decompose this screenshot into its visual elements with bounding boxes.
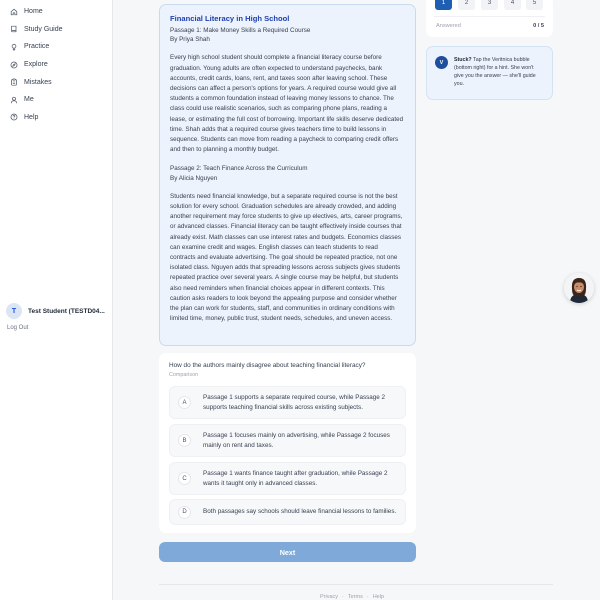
tutor-bubble[interactable] bbox=[564, 273, 594, 303]
question-card bbox=[159, 353, 416, 533]
answer-option-d[interactable] bbox=[169, 499, 406, 525]
help-circle-icon bbox=[10, 113, 18, 121]
hint-bold: Stuck? bbox=[454, 57, 472, 63]
passage-1-body: Every high school student should complete a financial literacy course before graduation. Young adults are often expected to understand paychecks, bank accounts, credit cards, loans, rent, and taxes soon after leaving school. These decisions can affect a person's options for years. A required course would give all students a common foundation instead of leaving money lessons to chance. The class could use realistic scenarios, such as comparing phone plans, reading a lease, or estimating the full cost of borrowing. Important life skills deserve dedicated time. Shah adds that a required course gives teachers time to build lessons in sequence. Students can move from reading a paycheck to comparing credit offers and then to planning a monthly budget. bbox=[170, 54, 404, 154]
question-number-4[interactable]: 4 bbox=[504, 0, 521, 10]
sidebar-item-me[interactable] bbox=[0, 91, 112, 109]
terms-link[interactable]: Terms bbox=[347, 594, 363, 600]
answer-option-b[interactable] bbox=[169, 424, 406, 457]
option-letter: D bbox=[178, 506, 191, 519]
sidebar-item-home[interactable] bbox=[0, 3, 112, 21]
passage-title: Financial Literacy in High School bbox=[170, 14, 290, 23]
compass-icon bbox=[10, 61, 18, 69]
sidebar-item-label: Help bbox=[24, 113, 39, 121]
question-number-3[interactable]: 3 bbox=[481, 0, 498, 10]
book-icon bbox=[10, 25, 18, 33]
next-button[interactable]: Next bbox=[159, 542, 416, 562]
passage-2-body: Students need financial knowledge, but a separate required course is not the best solution for every school. Graduation schedules are already crowded, and adding another requirement may force students to give up electives, arts, career programs, or advanced classes. Financial literacy can be taught effectively inside courses that already exist. Math classes can use interest rates and budgets. Economics classes can examine credit and wages. English classes can teach students to read contracts and evaluate advertising. The goal should be repeated practice, not one isolated class. Nguyen adds that spreading lessons across subjects gives students repeated practice over several years. A single course may be helpful, but students also need reminders when financial choices appear in different contexts. This caution asks readers to look beyond the appealing purpose and consider whether the plan can work for students, staff, and communities in ordinary conditions with limited time, money, public trust, student needs, schedules, and uneven access. bbox=[170, 192, 403, 323]
question-number-2[interactable]: 2 bbox=[458, 0, 475, 10]
sidebar-item-help[interactable] bbox=[0, 109, 112, 127]
sidebar-item-study-guide[interactable] bbox=[0, 21, 112, 39]
option-letter: C bbox=[178, 472, 191, 485]
question-number-5[interactable]: 5 bbox=[526, 0, 543, 10]
sidebar-item-label: Explore bbox=[24, 61, 48, 69]
answer-option-c[interactable] bbox=[169, 462, 406, 495]
sidebar-item-mistakes[interactable] bbox=[0, 73, 112, 91]
passage-1-author: By Priya Shah bbox=[170, 36, 210, 44]
hint-card bbox=[426, 46, 553, 100]
user-icon bbox=[10, 96, 18, 104]
passage-2-heading: Passage 2: Teach Finance Across the Curriculum bbox=[170, 165, 308, 173]
question-tag: Comparison bbox=[169, 372, 199, 378]
sidebar-item-label: Mistakes bbox=[24, 78, 52, 86]
option-text: Both passages say schools should leave financial lessons to families. bbox=[203, 508, 397, 516]
sidebar-item-label: Practice bbox=[24, 43, 50, 51]
answered-count: 0 / 5 bbox=[533, 23, 544, 29]
hint-body: Tap the Veritnica bubble (bottom right) for a hint. She won't give you the answer — she'll guide you. bbox=[454, 57, 536, 87]
home-icon bbox=[10, 8, 18, 16]
passage-1-heading: Passage 1: Make Money Skills a Required Course bbox=[170, 27, 311, 34]
privacy-link[interactable]: Privacy bbox=[320, 594, 339, 600]
option-text: Passage 1 supports a separate required course, while Passage 2 supports teaching financial skills across existing subjects. bbox=[203, 394, 386, 411]
user-name: Test Student (TESTD04... bbox=[28, 307, 105, 315]
question-navigator bbox=[426, 0, 553, 37]
sidebar-item-explore[interactable] bbox=[0, 56, 112, 74]
sidebar-item-label: Home bbox=[24, 8, 43, 16]
footer-separator: · bbox=[342, 594, 344, 600]
user-profile[interactable] bbox=[6, 303, 105, 319]
answer-option-a[interactable] bbox=[169, 386, 406, 419]
answered-label: Answered bbox=[436, 23, 461, 29]
logout-link[interactable]: Log Out bbox=[7, 325, 29, 331]
footer-links bbox=[320, 594, 384, 600]
sidebar-item-label: Me bbox=[24, 96, 34, 104]
sidebar bbox=[0, 0, 113, 600]
sidebar-nav bbox=[0, 0, 112, 126]
footer-divider bbox=[159, 584, 553, 585]
option-letter: B bbox=[178, 434, 191, 447]
sidebar-item-practice[interactable] bbox=[0, 38, 112, 56]
hint-text bbox=[454, 56, 544, 99]
navigator-divider bbox=[434, 16, 545, 17]
clipboard-icon bbox=[10, 78, 18, 86]
sidebar-item-label: Study Guide bbox=[24, 25, 63, 33]
avatar: T bbox=[6, 303, 22, 319]
help-link[interactable]: Help bbox=[372, 594, 385, 600]
option-text: Passage 1 focuses mainly on advertising, while Passage 2 focuses mainly on rent and taxes. bbox=[203, 432, 390, 449]
passage-2-author: By Alicia Nguyen bbox=[170, 174, 218, 182]
option-text: Passage 1 wants finance taught after graduation, while Passage 2 wants it taught only in advanced classes. bbox=[203, 470, 388, 487]
question-text: How do the authors mainly disagree about teaching financial literacy? bbox=[169, 362, 366, 369]
footer-separator: · bbox=[366, 594, 369, 600]
passage-card bbox=[159, 4, 416, 346]
question-number-1[interactable]: 1 bbox=[435, 0, 452, 10]
option-letter: A bbox=[178, 396, 191, 409]
tutor-badge: V bbox=[435, 56, 448, 69]
tutor-avatar-icon bbox=[564, 273, 594, 303]
lightbulb-icon bbox=[10, 43, 18, 51]
